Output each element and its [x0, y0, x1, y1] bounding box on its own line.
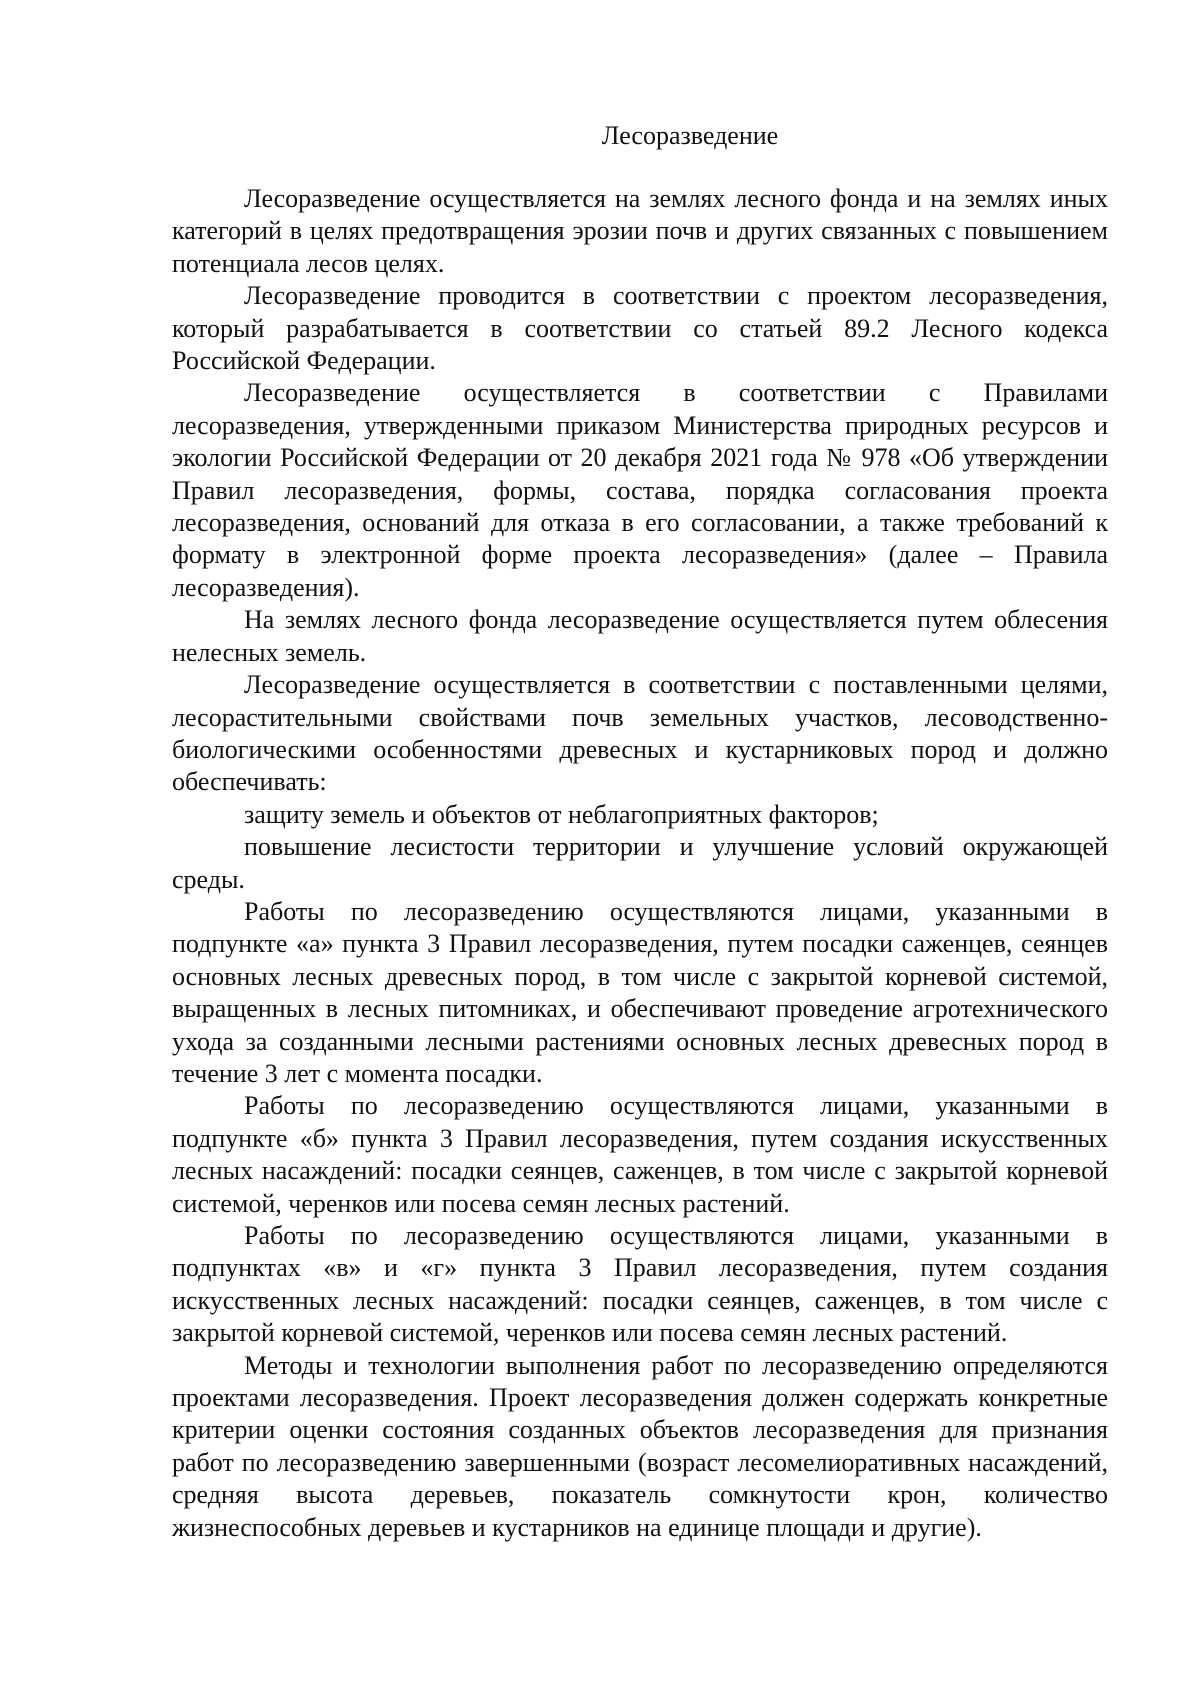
paragraph: Работы по лесоразведению осуществляются лицами, указанными в подпункте «а» пункта 3 Правил лесоразведения, путем посадки саженцев, сеянцев основных лесных древесных пород, в том числе с закрытой корневой системой, выращенных в лесных питомниках, и обеспечивают проведение агротехнического ухода за созданными лесными растениями основных лесных древесных пород в течение 3 лет с момента посадки.	[172, 896, 1108, 1088]
paragraph: Лесоразведение осуществляется в соответствии с поставленными целями, лесорастительными свойствами почв земельных участков, лесоводственно-биологическими особенностями древесных и кустарниковых пород и должно обеспечивать:	[172, 670, 1108, 797]
paragraph: Лесоразведение осуществляется в соответствии с Правилами лесоразведения, утвержденными приказом Министерства природных ресурсов и экологии Российской Федерации от 20 декабря 2021 года № 978 «Об утверждении Правил лесоразведения, формы, состава, порядка согласования проекта лесоразведения, оснований для отказа в его согласовании, а также требований к формату в электронной форме проекта лесоразведения» (далее – Правила лесоразведения).	[172, 378, 1108, 602]
paragraph: Лесоразведение проводится в соответствии с проектом лесоразведения, который разрабатывается в соответствии со статьей 89.2 Лесного кодекса Российской Федерации.	[172, 281, 1108, 376]
paragraph: Работы по лесоразведению осуществляются лицами, указанными в подпункте «б» пункта 3 Правил лесоразведения, путем создания искусственных лесных насаждений: посадки сеянцев, саженцев, в том числе с закрытой корневой системой, черенков или посева семян лесных растений.	[172, 1091, 1108, 1218]
list-item: повышение лесистости территории и улучшение условий окружающей среды.	[172, 832, 1108, 894]
document-body	[172, 183, 1108, 1544]
paragraph: Методы и технологии выполнения работ по лесоразведению определяются проектами лесоразведения. Проект лесоразведения должен содержать конкретные критерии оценки состояния созданных объектов лесоразведения для признания работ по лесоразведению завершенными (возраст лесомелиоративных насаждений, средняя высота деревьев, показатель сомкнутости крон, количество жизнеспособных деревьев и кустарников на единице площади и другие).	[172, 1350, 1108, 1542]
list-item: защиту земель и объектов от неблагоприятных факторов;	[244, 799, 879, 829]
document-title: Лесоразведение	[601, 121, 779, 150]
paragraph: Работы по лесоразведению осуществляются лицами, указанными в подпунктах «в» и «г» пункта 3 Правил лесоразведения, путем создания искусственных лесных насаждений: посадки сеянцев, саженцев, в том числе с закрытой корневой системой, черенков или посева семян лесных растений.	[172, 1221, 1108, 1348]
paragraph: На землях лесного фонда лесоразведение осуществляется путем облесения нелесных земель.	[172, 605, 1108, 667]
paragraph: Лесоразведение осуществляется на землях лесного фонда и на землях иных категорий в целях предотвращения эрозии почв и других связанных с повышением потенциала лесов целях.	[172, 184, 1108, 278]
